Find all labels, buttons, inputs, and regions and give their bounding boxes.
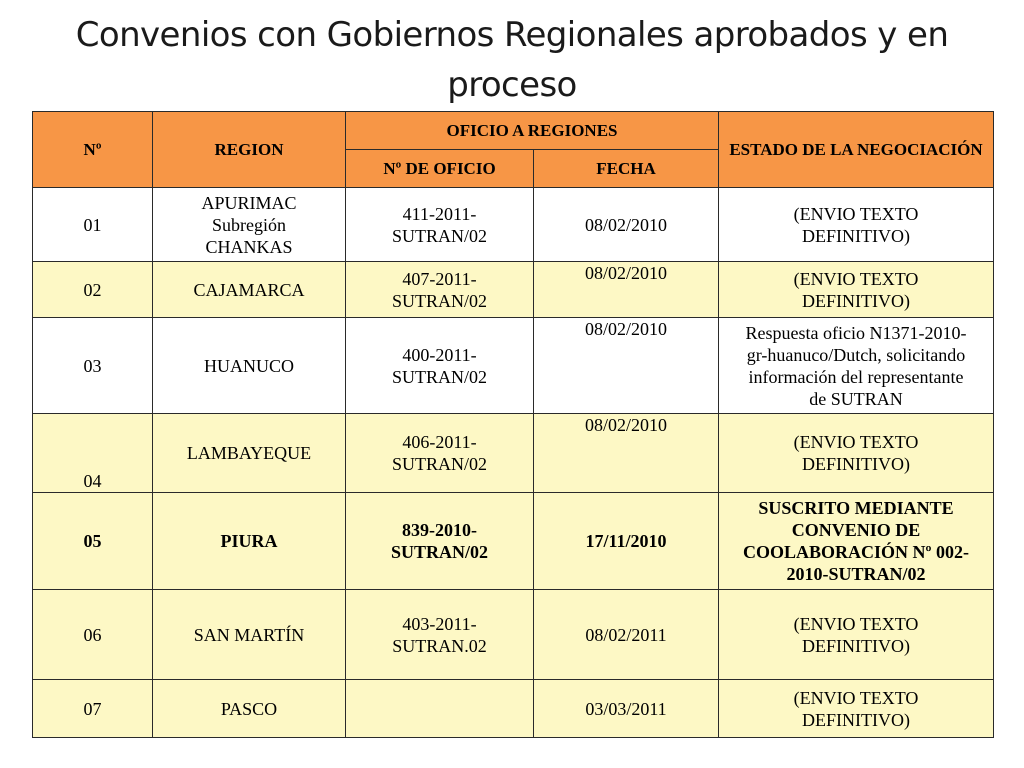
cell-estado: [719, 188, 994, 262]
table-row: [33, 414, 994, 493]
table-row: [33, 590, 994, 680]
table-row: [33, 680, 994, 738]
oficio-line: 407-2011-: [402, 268, 477, 289]
cell-fecha: 08/02/2010: [534, 262, 719, 318]
cell-num: 01: [33, 188, 153, 262]
cell-fecha: 08/02/2010: [534, 188, 719, 262]
oficio-line: 400-2011-: [402, 344, 477, 365]
oficio-line: SUTRAN/02: [391, 225, 487, 246]
agreements-table: [32, 111, 994, 738]
cell-region: CAJAMARCA: [153, 262, 346, 318]
oficio-line: SUTRAN/02: [391, 366, 487, 387]
cell-oficio: [346, 493, 534, 590]
oficio-line: SUTRAN.02: [392, 635, 487, 656]
estado-line: 2010-SUTRAN/02: [786, 564, 926, 584]
cell-num: 03: [33, 318, 153, 414]
cell-estado: [719, 493, 994, 590]
header-fecha: FECHA: [534, 150, 719, 188]
cell-num: 04: [33, 414, 153, 493]
cell-region: PIURA: [153, 493, 346, 590]
estado-line: COOLABORACIÓN Nº 002-: [743, 542, 969, 562]
oficio-line: SUTRAN/02: [391, 290, 487, 311]
cell-estado: [719, 262, 994, 318]
estado-line: (ENVIO TEXTO: [793, 268, 919, 289]
cell-fecha: 08/02/2010: [534, 318, 719, 414]
cell-region: SAN MARTÍN: [153, 590, 346, 680]
oficio-line: 406-2011-: [402, 432, 477, 452]
cell-region: HUANUCO: [153, 318, 346, 414]
estado-line: (ENVIO TEXTO: [793, 687, 919, 708]
header-num-oficio: Nº DE OFICIO: [346, 150, 534, 188]
header-estado: ESTADO DE LA NEGOCIACIÓN: [719, 112, 994, 188]
cell-oficio: [346, 318, 534, 414]
cell-estado: [719, 414, 994, 493]
estado-line: SUSCRITO MEDIANTE: [758, 498, 954, 518]
cell-estado: [719, 590, 994, 680]
header-region: REGION: [153, 112, 346, 188]
estado-line: Respuesta oficio N1371-2010-: [745, 322, 967, 343]
cell-estado: [719, 680, 994, 738]
cell-num: 07: [33, 680, 153, 738]
cell-num: 05: [33, 493, 153, 590]
table-row: [33, 262, 994, 318]
estado-line: de SUTRAN: [809, 388, 903, 409]
cell-region: PASCO: [153, 680, 346, 738]
cell-fecha: 17/11/2010: [534, 493, 719, 590]
oficio-line: 411-2011-: [402, 203, 477, 224]
cell-fecha: 03/03/2011: [534, 680, 719, 738]
oficio-line: SUTRAN/02: [390, 542, 488, 562]
region-line: APURIMAC: [201, 192, 297, 213]
estado-line: información del representante: [748, 366, 964, 387]
oficio-line: 839-2010-: [402, 520, 477, 540]
estado-line: (ENVIO TEXTO: [793, 613, 919, 634]
estado-line: CONVENIO DE: [791, 520, 921, 540]
estado-line: DEFINITIVO): [802, 454, 910, 474]
cell-oficio: [346, 188, 534, 262]
oficio-line: 403-2011-: [402, 613, 477, 634]
cell-num: 02: [33, 262, 153, 318]
header-row: [33, 112, 994, 150]
estado-line: (ENVIO TEXTO: [793, 203, 919, 224]
region-line: CHANKAS: [205, 236, 293, 257]
estado-line: DEFINITIVO): [802, 290, 910, 311]
estado-line: gr-huanuco/Dutch, solicitando: [746, 344, 966, 365]
cell-region: [153, 188, 346, 262]
cell-region: LAMBAYEQUE: [153, 414, 346, 493]
slide-title: Convenios con Gobiernos Regionales aprobados y en proceso: [75, 15, 949, 105]
cell-oficio: [346, 414, 534, 493]
estado-line: DEFINITIVO): [802, 709, 910, 730]
header-oficio-group: OFICIO A REGIONES: [346, 112, 719, 150]
cell-fecha: 08/02/2011: [534, 590, 719, 680]
cell-oficio: [346, 590, 534, 680]
estado-line: DEFINITIVO): [802, 635, 910, 656]
table-row: [33, 493, 994, 590]
estado-line: (ENVIO TEXTO: [793, 432, 919, 452]
table-row: [33, 188, 994, 262]
header-num: Nº: [33, 112, 153, 188]
cell-fecha: 08/02/2010: [534, 414, 719, 493]
table-row: [33, 318, 994, 414]
cell-oficio: [346, 262, 534, 318]
cell-oficio: [346, 680, 534, 738]
cell-num: 06: [33, 590, 153, 680]
estado-line: DEFINITIVO): [802, 225, 910, 246]
oficio-line: SUTRAN/02: [391, 454, 487, 474]
cell-estado: [719, 318, 994, 414]
region-line: Subregión: [212, 214, 286, 235]
